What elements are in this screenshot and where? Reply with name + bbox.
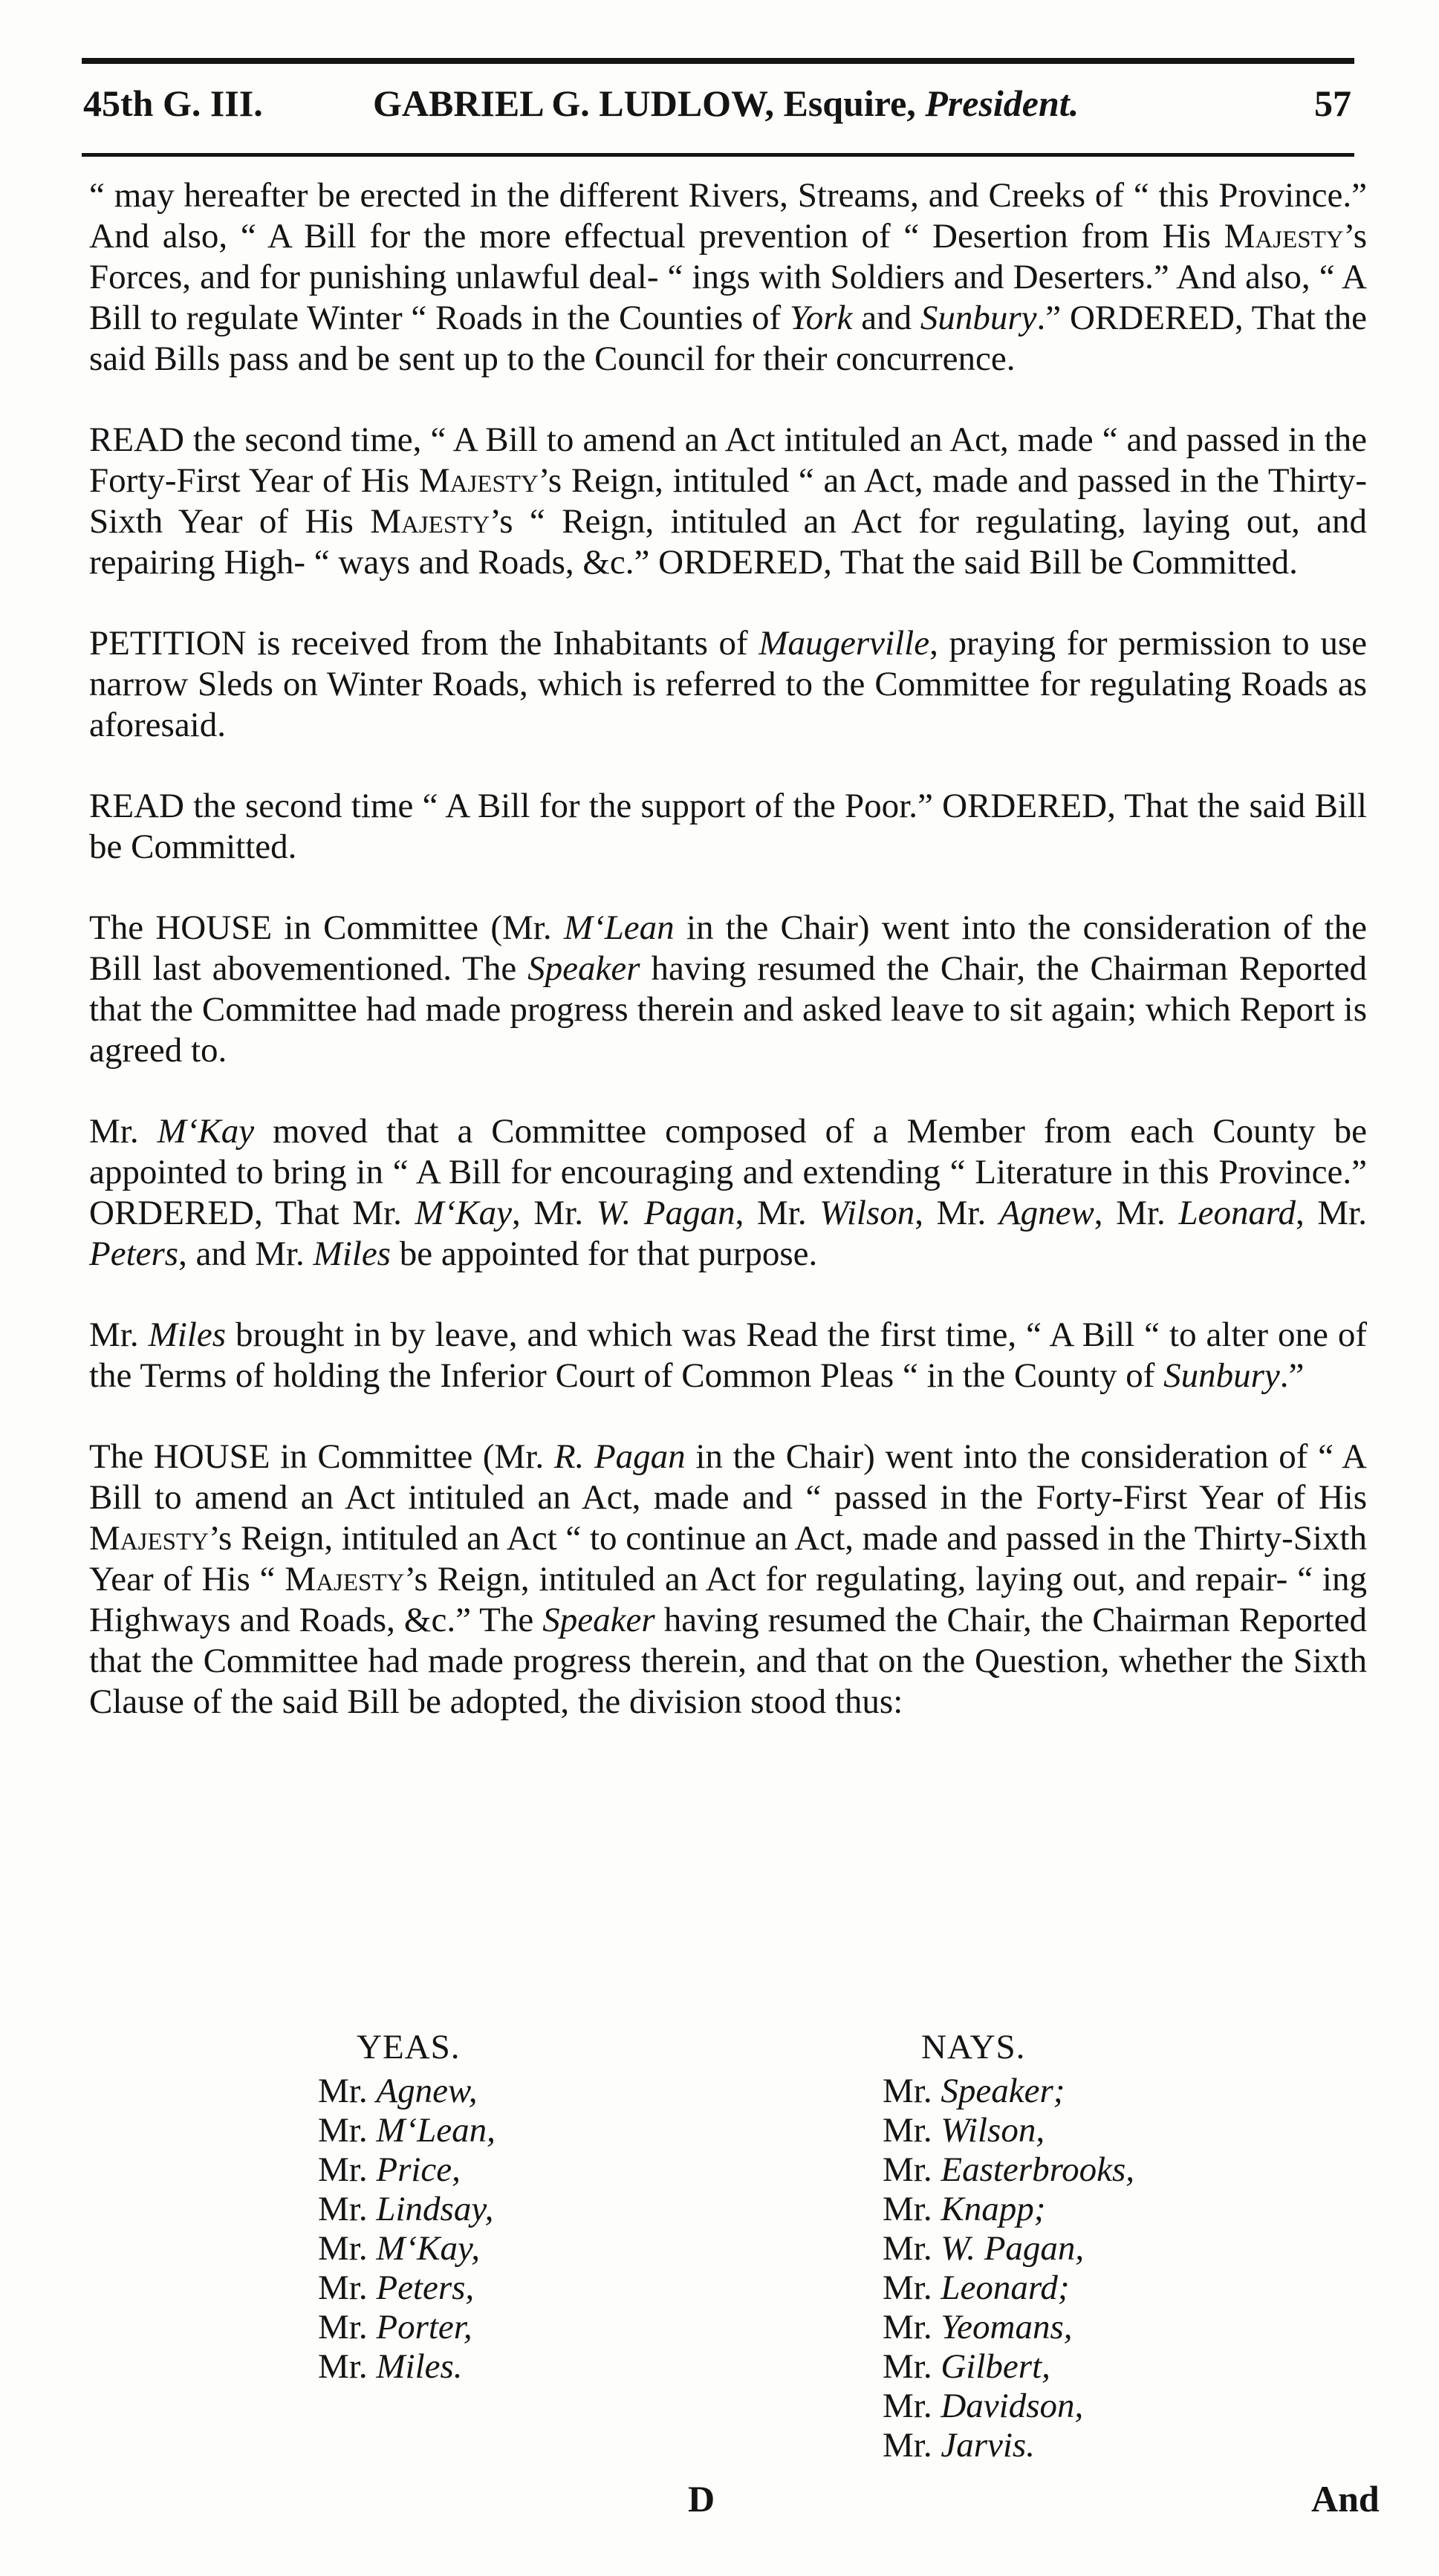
presiding-officer-name: GABRIEL G. LUDLOW, Esquire, bbox=[373, 82, 916, 124]
nay-member bbox=[883, 2426, 1134, 2465]
yea-member bbox=[318, 2308, 496, 2347]
header-rule-top bbox=[82, 58, 1354, 64]
text-segment: READ the second time “ A Bill for the support of the Poor.” ORDERED, That the said Bill be Committed. bbox=[89, 787, 1367, 866]
signature-mark: D bbox=[688, 2478, 715, 2520]
member-prefix: Mr. bbox=[883, 2229, 941, 2268]
member-name: Porter, bbox=[376, 2308, 472, 2346]
nays-list bbox=[883, 2072, 1134, 2465]
italic-segment: Miles bbox=[313, 1235, 391, 1273]
header-rule-bottom bbox=[82, 153, 1354, 157]
nay-member bbox=[883, 2387, 1134, 2426]
page-number: 57 bbox=[1314, 82, 1351, 124]
nays-heading: NAYS. bbox=[921, 2028, 1026, 2066]
nay-member bbox=[883, 2268, 1134, 2308]
text-segment: .” bbox=[1279, 1356, 1305, 1395]
member-prefix: Mr. bbox=[318, 2229, 377, 2268]
nay-member bbox=[883, 2229, 1134, 2268]
member-prefix: Mr. bbox=[883, 2190, 941, 2228]
italic-segment: Peters bbox=[89, 1235, 179, 1273]
text-segment: Mr. bbox=[89, 1112, 157, 1151]
yea-member bbox=[318, 2072, 496, 2111]
text-segment: ’s Reign, intituled an Act for regulating, laying out, and repair- “ ing Highways and Roads, &c.” The bbox=[89, 1560, 1367, 1639]
text-segment: and bbox=[852, 299, 920, 337]
journal-paragraph bbox=[89, 1111, 1367, 1275]
member-name: Yeomans, bbox=[941, 2308, 1073, 2346]
italic-segment: Speaker bbox=[527, 949, 640, 988]
text-segment: having resumed the Chair, the Chairman Reported that the Committee had made progress therein, and that on the Question, whether the Sixth Clause of the said Bill be adopted, the division stood thus: bbox=[89, 1601, 1367, 1721]
member-prefix: Mr. bbox=[883, 2347, 941, 2386]
member-name: Leonard; bbox=[941, 2268, 1070, 2307]
smallcaps-segment: Majesty bbox=[1224, 217, 1344, 256]
text-segment: , Mr. bbox=[915, 1194, 999, 1232]
text-segment: ’s Reign, intituled an Act “ to continue an Act, made and passed in the Thirty-Sixth Year of His “ bbox=[89, 1519, 1367, 1598]
member-prefix: Mr. bbox=[318, 2190, 377, 2228]
presiding-officer-title: President. bbox=[925, 82, 1079, 124]
running-header bbox=[83, 77, 1354, 129]
text-segment: having resumed the Chair, the Chairman Reported that the Committee had made progress therein and asked leave to sit again; which Report is agreed to. bbox=[89, 949, 1367, 1070]
member-name: Miles. bbox=[376, 2347, 463, 2386]
yea-member bbox=[318, 2190, 496, 2229]
text-segment: , Mr. bbox=[1094, 1194, 1179, 1232]
member-prefix: Mr. bbox=[318, 2268, 377, 2307]
member-name: Speaker; bbox=[941, 2072, 1065, 2110]
italic-segment: Sunbury bbox=[920, 299, 1037, 337]
text-segment: “ may hereafter be erected in the different Rivers, Streams, and Creeks of “ this Province.” And also, “ A Bill for the more effectual prevention of “ Desertion from His bbox=[89, 176, 1367, 256]
italic-segment: Leonard bbox=[1178, 1194, 1296, 1232]
member-prefix: Mr. bbox=[318, 2308, 377, 2346]
text-segment: READ the second time, “ A Bill to amend an Act intituled an Act, made “ and passed in the Forty-First Year of His bbox=[89, 420, 1367, 500]
italic-segment: Wilson bbox=[819, 1194, 915, 1232]
text-segment: , Mr. bbox=[735, 1194, 820, 1232]
text-segment: .” ORDERED, That the said Bills pass and be sent up to the Council for their concurrence. bbox=[89, 299, 1367, 378]
text-segment: , Mr. bbox=[1295, 1194, 1367, 1232]
smallcaps-segment: Majesty bbox=[370, 502, 490, 541]
text-segment: moved that a Committee composed of a Member from each County be appointed to bring in “ A Bill for encouraging and extending “ Literature in this Province.” ORDERED, That Mr. bbox=[89, 1112, 1367, 1232]
nay-member bbox=[883, 2111, 1134, 2150]
member-prefix: Mr. bbox=[318, 2150, 377, 2189]
member-prefix: Mr. bbox=[883, 2111, 941, 2150]
text-segment: ’s Reign, intituled “ an Act, made and passed in the Thirty-Sixth Year of His bbox=[89, 461, 1367, 541]
division-list bbox=[0, 2028, 1439, 2503]
member-prefix: Mr. bbox=[883, 2387, 941, 2425]
regnal-year: 45th G. III. bbox=[83, 82, 263, 124]
smallcaps-segment: Majesty bbox=[89, 1519, 209, 1558]
text-segment: The HOUSE in Committee (Mr. bbox=[89, 1437, 554, 1476]
text-segment: , and Mr. bbox=[178, 1235, 314, 1273]
text-segment: The HOUSE in Committee (Mr. bbox=[89, 908, 564, 947]
text-segment: PETITION is received from the Inhabitants of bbox=[89, 624, 759, 663]
yea-member bbox=[318, 2229, 496, 2268]
member-prefix: Mr. bbox=[883, 2268, 941, 2307]
text-segment: , Mr. bbox=[512, 1194, 597, 1232]
italic-segment: W. Pagan bbox=[596, 1194, 735, 1232]
catchword: And bbox=[1311, 2478, 1380, 2520]
text-segment: ’s “ Reign, intituled an Act for regulating, laying out, and repairing High- “ ways and Roads, &c.” ORDERED, That the said Bill be Committed. bbox=[89, 502, 1367, 582]
italic-segment: Speaker bbox=[542, 1601, 655, 1639]
member-prefix: Mr. bbox=[883, 2150, 941, 2189]
text-segment: in the Chair) went into the consideration of “ A Bill to amend an Act intituled an Act, made and “ passed in the Forty-First Year of His bbox=[89, 1437, 1367, 1517]
member-prefix: Mr. bbox=[883, 2072, 941, 2110]
italic-segment: Agnew bbox=[998, 1194, 1094, 1232]
journal-paragraph bbox=[89, 1315, 1367, 1396]
member-prefix: Mr. bbox=[318, 2072, 377, 2110]
member-prefix: Mr. bbox=[883, 2426, 941, 2465]
member-name: W. Pagan, bbox=[941, 2229, 1085, 2268]
italic-segment: M‘Kay bbox=[157, 1112, 255, 1151]
text-segment: be appointed for that purpose. bbox=[390, 1235, 818, 1273]
nay-member bbox=[883, 2308, 1134, 2347]
member-name: Lindsay, bbox=[376, 2190, 494, 2228]
yea-member bbox=[318, 2150, 496, 2190]
italic-segment: M‘Lean bbox=[563, 908, 675, 947]
yea-member bbox=[318, 2111, 496, 2150]
member-name: Price, bbox=[376, 2150, 461, 2189]
italic-segment: Miles bbox=[148, 1315, 226, 1354]
journal-paragraph bbox=[89, 175, 1367, 380]
journal-paragraph bbox=[89, 786, 1367, 868]
yeas-list bbox=[318, 2072, 496, 2387]
yea-member bbox=[318, 2347, 496, 2387]
member-name: Agnew, bbox=[376, 2072, 478, 2110]
text-segment: ’s Forces, and for punishing unlawful deal- “ ings with Soldiers and Deserters.” And also, “ A Bill to regulate Winter “ Roads in the Counties of bbox=[89, 217, 1367, 337]
nays-column bbox=[883, 2028, 1134, 2465]
yeas-column bbox=[318, 2028, 496, 2387]
journal-paragraph bbox=[89, 1437, 1367, 1723]
italic-segment: Sunbury bbox=[1163, 1356, 1280, 1395]
member-name: Knapp; bbox=[941, 2190, 1046, 2228]
yea-member bbox=[318, 2268, 496, 2308]
journal-paragraph bbox=[89, 420, 1367, 583]
nay-member bbox=[883, 2190, 1134, 2229]
italic-segment: R. Pagan bbox=[553, 1437, 686, 1476]
member-name: Gilbert, bbox=[941, 2347, 1050, 2386]
member-name: M‘Lean, bbox=[376, 2111, 496, 2150]
text-segment: brought in by leave, and which was Read the first time, “ A Bill “ to alter one of the Terms of holding the Inferior Court of Common Pleas “ in the County of bbox=[89, 1315, 1367, 1395]
nay-member bbox=[883, 2347, 1134, 2387]
journal-body bbox=[89, 175, 1367, 1763]
presiding-officer bbox=[373, 77, 1079, 129]
text-segment: in the Chair) went into the consideration of the Bill last abovementioned. The bbox=[89, 908, 1367, 988]
italic-segment: Maugerville bbox=[759, 624, 930, 663]
member-name: Easterbrooks, bbox=[941, 2150, 1135, 2189]
italic-segment: York bbox=[789, 299, 853, 337]
yeas-heading: YEAS. bbox=[357, 2028, 461, 2066]
nay-member bbox=[883, 2072, 1134, 2111]
smallcaps-segment: Majesty bbox=[285, 1560, 405, 1598]
member-name: Davidson, bbox=[941, 2387, 1084, 2425]
member-name: Jarvis. bbox=[941, 2426, 1035, 2465]
member-prefix: Mr. bbox=[318, 2111, 377, 2150]
journal-paragraph bbox=[89, 623, 1367, 746]
italic-segment: M‘Kay bbox=[415, 1194, 513, 1232]
smallcaps-segment: Majesty bbox=[418, 461, 539, 500]
member-prefix: Mr. bbox=[318, 2347, 377, 2386]
text-segment: Mr. bbox=[89, 1315, 149, 1354]
journal-paragraph bbox=[89, 908, 1367, 1071]
member-prefix: Mr. bbox=[883, 2308, 941, 2346]
member-name: Peters, bbox=[376, 2268, 475, 2307]
member-name: Wilson, bbox=[941, 2111, 1045, 2150]
member-name: M‘Kay, bbox=[376, 2229, 481, 2268]
nay-member bbox=[883, 2150, 1134, 2190]
text-segment: , praying for permission to use narrow Sleds on Winter Roads, which is referred to the Committee for regulating Roads as aforesaid. bbox=[89, 624, 1367, 744]
